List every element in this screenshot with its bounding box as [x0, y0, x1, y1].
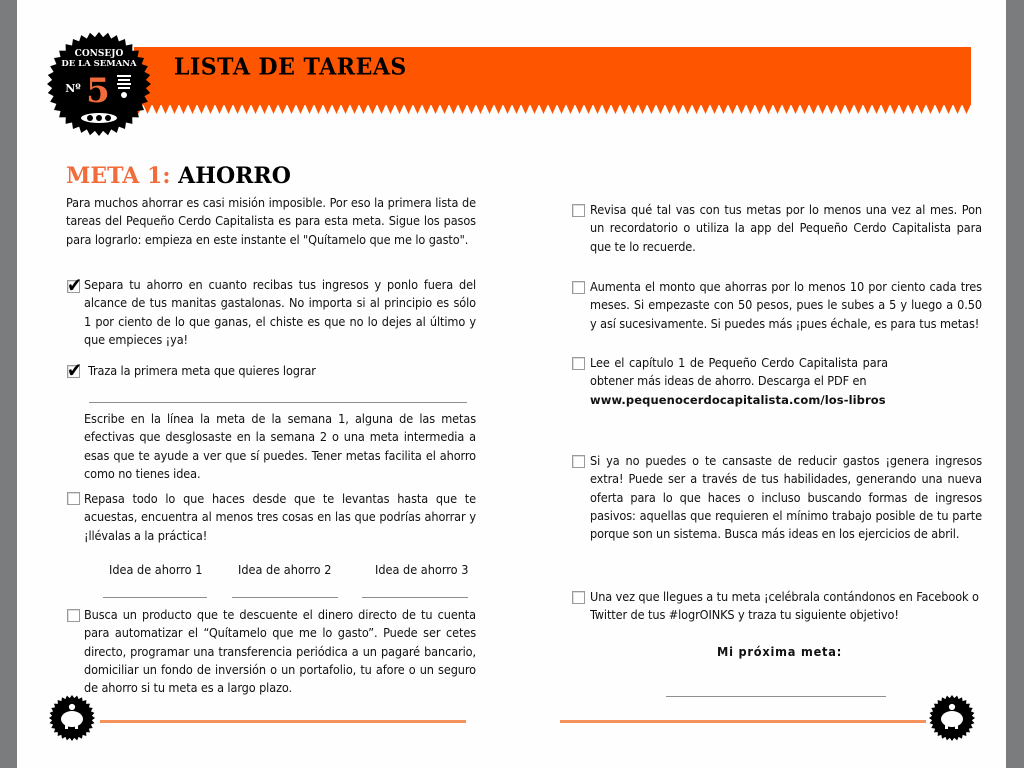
task-checkbox[interactable]	[572, 281, 585, 294]
task-item	[590, 354, 888, 409]
goal-label: META 1:	[66, 163, 171, 189]
task-checkbox[interactable]	[572, 357, 585, 370]
task-text: Busca un producto que te descuente el dinero directo de tu cuenta para automatizar el “Quítamelo que me lo gasto”. Puede ser cetes directo, programar una transferencia periódica a un pagaré bancario, domiciliar un fondo de inversión o un portafolio, tu afore o un seguro de ahorro si tu meta es a largo plazo.	[84, 607, 476, 696]
task-text: Una vez que llegues a tu meta ¡celébrala contándonos en Facebook o Twitter de tus #logrOINKS y traza tu siguiente objetivo!	[590, 589, 979, 623]
page-title: LISTA DE TAREAS	[174, 53, 407, 81]
idea-write-line[interactable]	[232, 597, 338, 598]
goal-name: AHORRO	[178, 163, 291, 189]
badge-ornament-icon	[81, 113, 117, 123]
next-goal-write-line[interactable]	[666, 696, 886, 697]
goal-intro: Para muchos ahorrar es casi misión imposible. Por eso la primera lista de tareas del Pequeño Cerdo Capitalista es para esta meta. Sigue los pasos para lograrlo: empieza en este instante el "Quítamelo que me lo gasto".	[66, 195, 476, 247]
footer-divider-left	[100, 719, 466, 724]
footer-divider-right	[560, 719, 926, 724]
idea-label: Idea de ahorro 2	[238, 562, 332, 577]
task-text: Traza la primera meta que quieres lograr	[88, 363, 316, 378]
task-text: Lee el capítulo 1 de Pequeño Cerdo Capitalista para obtener más ideas de ahorro. Descarga el PDF en	[590, 355, 888, 389]
task-checkbox[interactable]	[67, 492, 80, 505]
task-checkbox[interactable]	[572, 591, 585, 604]
badge-line1: CONSEJO	[74, 49, 124, 59]
badge-number: 5	[86, 71, 110, 111]
next-goal-label: Mi próxima meta:	[717, 644, 843, 659]
task-text: Repasa todo lo que haces desde que te levantas hasta que te acuestas, encuentra al menos tres cosas en las que podrías ahorrar y ¡llévalas a la práctica!	[84, 491, 476, 543]
goal-write-line[interactable]	[89, 402, 467, 403]
task-text: Separa tu ahorro en cuanto recibas tus ingresos y ponlo fuera del alcance de tus manitas gastalonas. No importa si al principio es sólo 1 por ciento de lo que ganas, el chiste es que no lo dejes al último y que empieces ¡ya!	[84, 277, 476, 347]
task-text: Revisa qué tal vas con tus metas por lo menos una vez al mes. Pon un recordatorio o utiliza la app del Pequeño Cerdo Capitalista para que te lo recuerde.	[590, 202, 982, 254]
piggy-bank-icon	[48, 694, 96, 742]
task-text: Si ya no puedes o te cansaste de reducir gastos ¡genera ingresos extra! Puede ser a través de tus habilidades, generando una nueva oferta para lo que haces o incluso buscando formas de ingresos pasivos: aquellas que requieren el mínimo trabajo posible de tu parte porque son un sistema. Busca más ideas en los ejercicios de abril.	[590, 453, 982, 542]
badge-number-label: Nº	[65, 82, 81, 95]
task-text: Aumenta el monto que ahorras por lo menos 10 por ciento cada tres meses. Si empezaste con 50 pesos, pues le subes a 5 y luego a 0.50 y así sucesivamente. Si puedes más ¡pues échale, es para tus metas!	[590, 279, 982, 331]
task-checkbox[interactable]	[572, 455, 585, 468]
checkmark-icon: ✔	[67, 273, 83, 297]
idea-label: Idea de ahorro 3	[375, 562, 469, 577]
badge-line2: DE LA SEMANA	[61, 59, 137, 69]
piggy-bank-icon	[928, 694, 976, 742]
idea-label: Idea de ahorro 1	[109, 562, 203, 577]
task-checkbox[interactable]	[572, 204, 585, 217]
banner-zigzag-edge	[134, 104, 971, 116]
task-checkbox[interactable]	[67, 609, 80, 622]
idea-write-line[interactable]	[362, 597, 468, 598]
tip-of-week-badge	[43, 32, 155, 136]
goal-heading	[66, 163, 291, 189]
download-link[interactable]: www.pequenocerdocapitalista.com/los-libros	[590, 392, 886, 407]
goal-instructions: Escribe en la línea la meta de la semana 1, alguna de las metas efectivas que desglosaste en la semana 2 o una meta intermedia a esas que te ayude a ver que sí puedes. Tener metas facilita el ahorro como no tienes idea.	[84, 411, 476, 481]
idea-write-line[interactable]	[103, 597, 207, 598]
checkmark-icon: ✔	[67, 358, 83, 382]
